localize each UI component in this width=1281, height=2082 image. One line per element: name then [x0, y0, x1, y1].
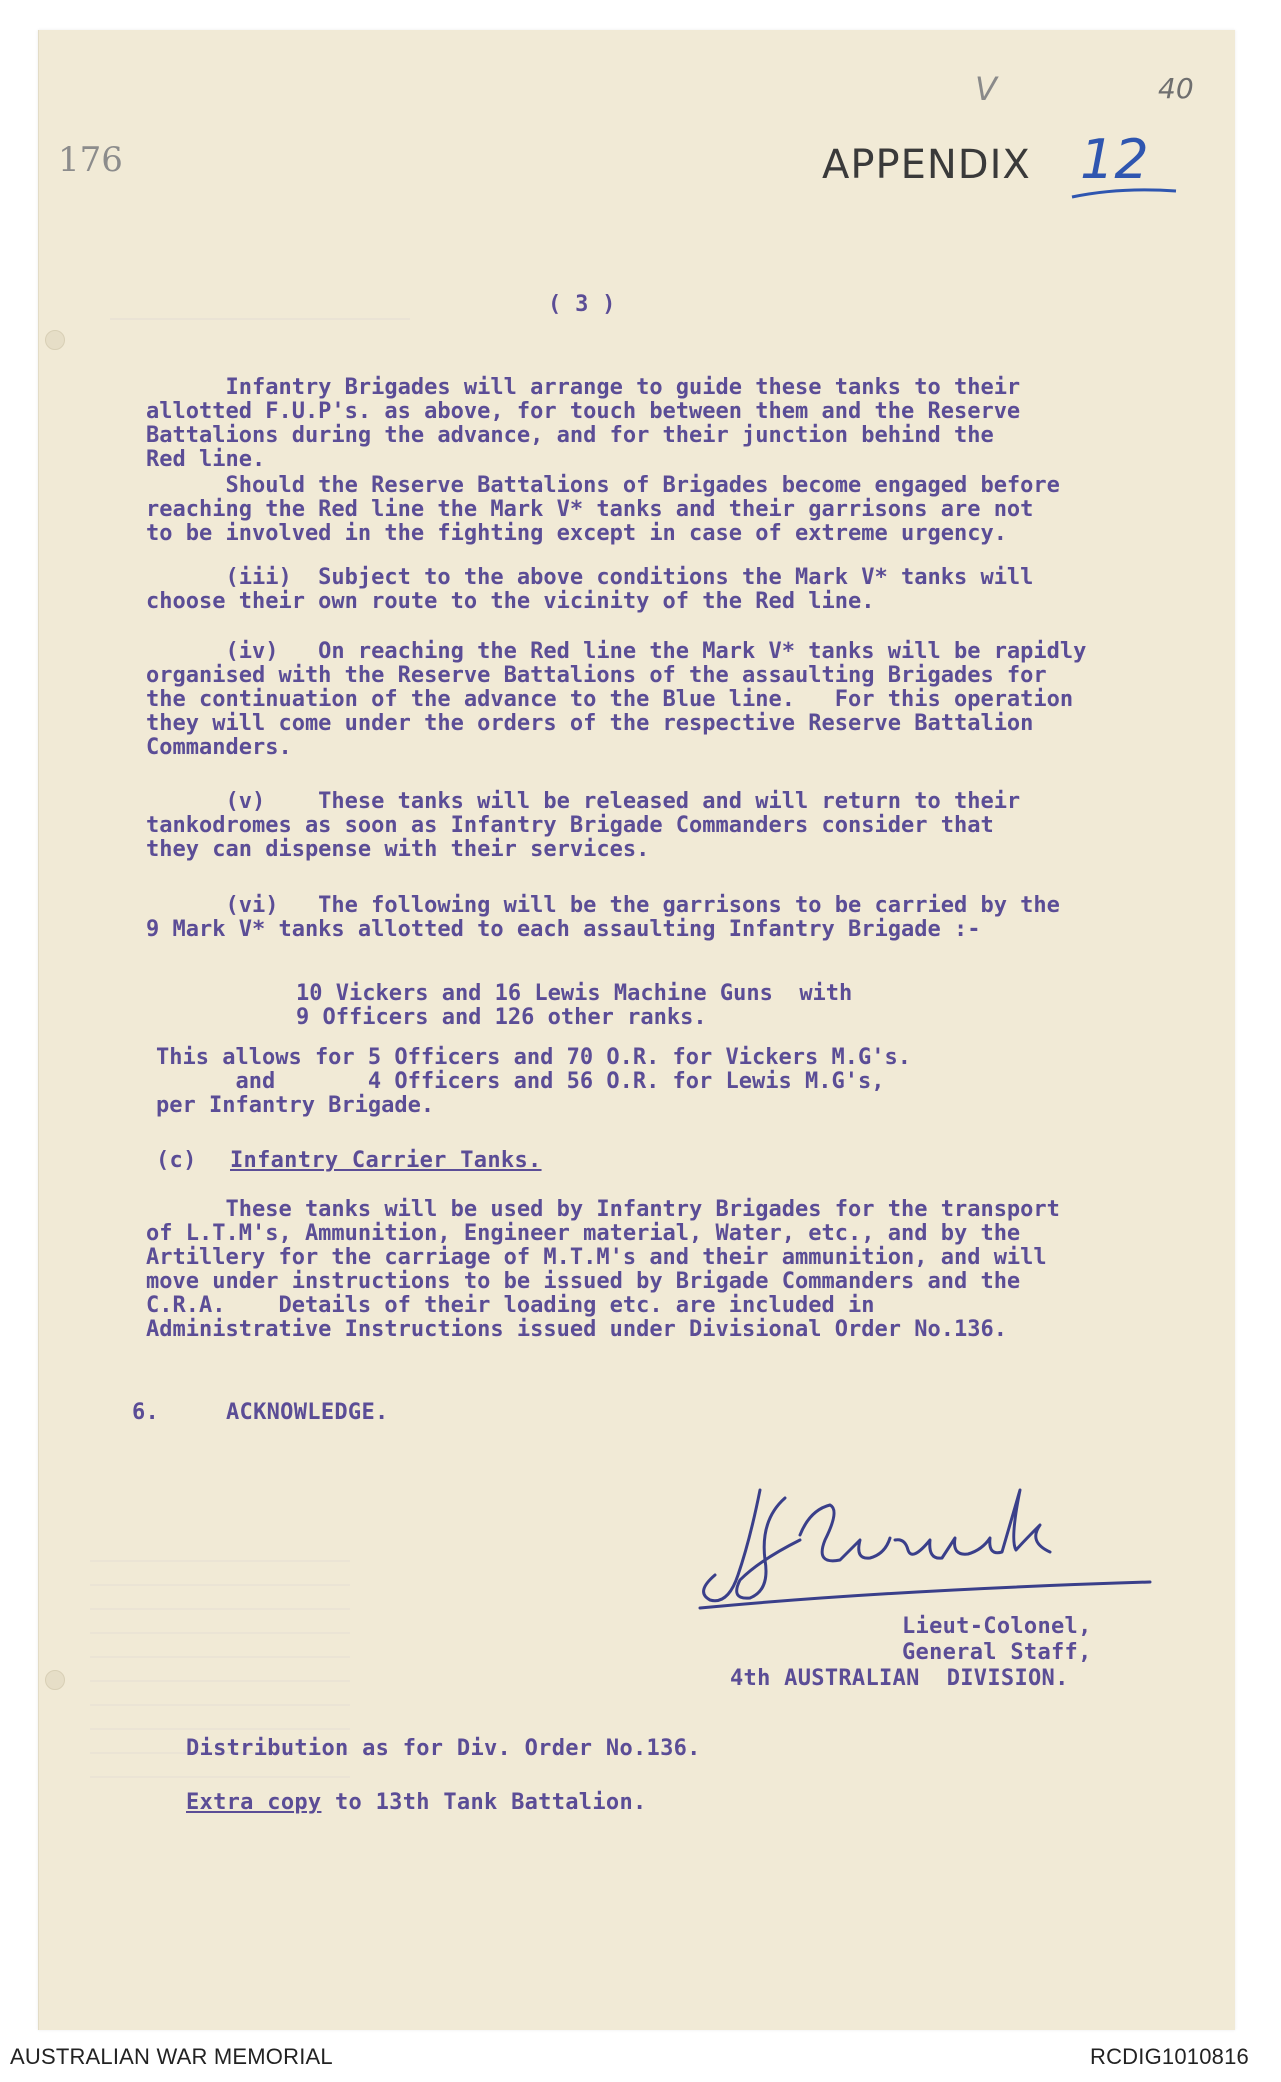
text-line: (iii) Subject to the above conditions the Mark V* tanks will — [146, 565, 1034, 590]
archive-page-number: 176 — [58, 140, 123, 180]
garrison-list — [296, 982, 852, 1030]
text-line: This allows for 5 Officers and 70 O.R. for Vickers M.G's. — [156, 1045, 911, 1070]
text-line: (v) These tanks will be released and will return to their — [146, 789, 1021, 814]
ack-text: ACKNOWLEDGE. — [226, 1400, 389, 1425]
text-line: they will come under the orders of the respective Reserve Battalion — [146, 711, 1034, 736]
footer-record-id: RCDIG1010816 — [1090, 2044, 1249, 2069]
text-line: move under instructions to be issued by Brigade Commanders and the — [146, 1269, 1021, 1294]
ack-number: 6. — [132, 1400, 160, 1425]
text-line: (vi) The following will be the garrisons to be carried by the — [146, 893, 1060, 918]
text-line: These tanks will be used by Infantry Brigades for the transport — [146, 1197, 1060, 1222]
text-line: Battalions during the advance, and for their junction behind the — [146, 423, 994, 448]
paragraph-should — [146, 474, 1060, 546]
text-line: they can dispense with their services. — [146, 837, 650, 862]
text-line: Administrative Instructions issued under Divisional Order No.136. — [146, 1317, 1007, 1342]
text-line: per Infantry Brigade. — [156, 1093, 435, 1118]
extra-copy-label: Extra copy — [186, 1790, 322, 1815]
text-line: tankodromes as soon as Infantry Brigade Commanders consider that — [146, 813, 994, 838]
extra-copy-rest: to 13th Tank Battalion. — [321, 1790, 647, 1815]
allocation-list — [156, 1046, 911, 1118]
paragraph-v — [146, 790, 1020, 862]
appendix-underline — [1070, 185, 1180, 201]
section-c-label: (c) — [156, 1148, 197, 1173]
show-through — [110, 318, 410, 358]
paragraph-vi — [146, 894, 1060, 942]
text-line: allotted F.U.P's. as above, for touch between them and the Reserve — [146, 399, 1021, 424]
text-line: Artillery for the carriage of M.T.M's and their ammunition, and will — [146, 1245, 1047, 1270]
sign-staff: General Staff, — [902, 1640, 1092, 1665]
signature — [690, 1480, 1160, 1620]
footer-institution: AUSTRALIAN WAR MEMORIAL — [10, 2044, 333, 2069]
text-line: Red line. — [146, 447, 266, 472]
paragraph-intro — [146, 376, 1020, 472]
folio-number: 40 — [1158, 72, 1194, 105]
appendix-stamp: APPENDIX — [822, 142, 1031, 188]
text-line: Infantry Brigades will arrange to guide these tanks to their — [146, 375, 1021, 400]
page-heading: ( 3 ) — [548, 292, 616, 317]
text-line: reaching the Red line the Mark V* tanks and their garrisons are not — [146, 497, 1034, 522]
text-line: C.R.A. Details of their loading etc. are included in — [146, 1293, 875, 1318]
distribution-line: Distribution as for Div. Order No.136. — [186, 1736, 701, 1761]
text-line: Should the Reserve Battalions of Brigades become engaged before — [146, 473, 1060, 498]
paragraph-iii — [146, 566, 1033, 614]
text-line: 9 Officers and 126 other ranks. — [296, 1005, 707, 1030]
text-line: to be involved in the fighting except in case of extreme urgency. — [146, 521, 1007, 546]
text-line: of L.T.M's, Ammunition, Engineer material, Water, etc., and by the — [146, 1221, 1021, 1246]
sign-rank: Lieut-Colonel, — [902, 1614, 1092, 1639]
extra-copy-line — [186, 1790, 647, 1815]
punch-hole — [45, 330, 65, 350]
paragraph-carrier — [146, 1198, 1060, 1342]
text-line: and 4 Officers and 56 O.R. for Lewis M.G's, — [156, 1069, 885, 1094]
text-line: (iv) On reaching the Red line the Mark V* tanks will be rapidly — [146, 639, 1087, 664]
check-mark: V — [975, 70, 997, 108]
text-line: Commanders. — [146, 735, 292, 760]
sign-division: 4th AUSTRALIAN DIVISION. — [730, 1666, 1069, 1691]
text-line: the continuation of the advance to the Blue line. For this operation — [146, 687, 1074, 712]
text-line: choose their own route to the vicinity of the Red line. — [146, 589, 875, 614]
appendix-number: 12 — [1080, 128, 1149, 191]
section-c-title: Infantry Carrier Tanks. — [230, 1148, 542, 1173]
text-line: organised with the Reserve Battalions of the assaulting Brigades for — [146, 663, 1047, 688]
punch-hole — [45, 1670, 65, 1690]
text-line: 9 Mark V* tanks allotted to each assaulting Infantry Brigade :- — [146, 917, 981, 942]
paragraph-iv — [146, 640, 1086, 760]
text-line: 10 Vickers and 16 Lewis Machine Guns with — [296, 981, 853, 1006]
